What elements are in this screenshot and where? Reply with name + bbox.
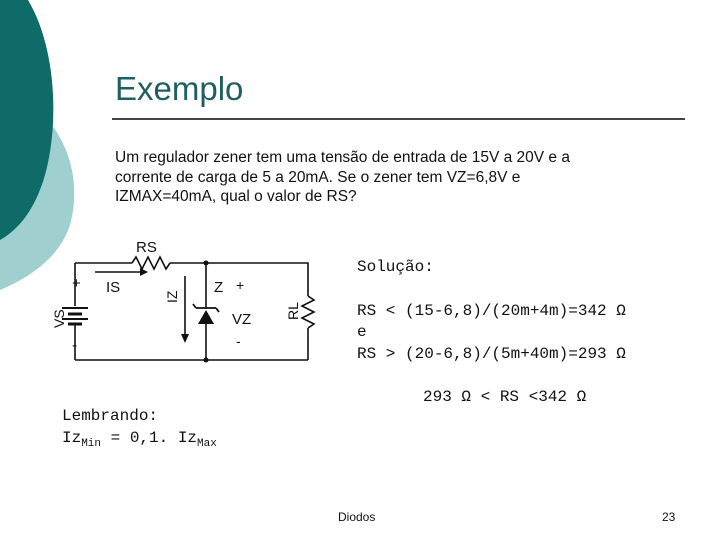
label-iz: IZ: [164, 290, 180, 303]
solution-line-2: e: [357, 323, 367, 341]
reminder-block: [62, 405, 217, 455]
solution-line-3: RS > (20-6,8)/(5m+40m)=293 Ω: [357, 345, 626, 363]
formula-sub-min: Min: [81, 438, 102, 451]
formula-middle: = 0,1. Iz: [101, 429, 198, 447]
label-minus-left: -: [72, 337, 77, 354]
label-rl: RL: [285, 302, 301, 320]
resistor-rl: [302, 296, 314, 328]
problem-statement: [115, 148, 675, 207]
problem-line: corrente de carga de 5 a 20mA. Se o zener tem VZ=6,8V e: [115, 168, 521, 186]
formula-prefix: Iz: [62, 429, 82, 447]
footer-text: Diodos: [338, 510, 376, 524]
problem-line: IZMAX=40mA, qual o valor de RS?: [115, 188, 357, 205]
label-minus-z: -: [236, 333, 241, 349]
reminder-formula: [62, 427, 217, 455]
node-top: [204, 261, 209, 266]
label-z: Z: [214, 279, 224, 296]
label-is: IS: [106, 279, 121, 296]
solution-range: 293 Ω < RS <342 Ω: [423, 388, 587, 406]
label-vz: VZ: [232, 311, 252, 328]
label-rs: RS: [136, 239, 157, 256]
formula-sub-max: Max: [197, 438, 217, 451]
reminder-title: Lembrando:: [62, 407, 159, 425]
is-arrow-head: [140, 268, 148, 276]
label-vs: VS: [51, 309, 67, 328]
node-bottom: [204, 358, 209, 363]
label-plus-z: +: [236, 277, 245, 293]
solution-title: Solução:: [357, 258, 434, 276]
title-divider: [112, 118, 685, 120]
iz-arrow-head: [181, 334, 189, 343]
solution-line-1: RS < (15-6,8)/(20m+4m)=342 Ω: [357, 302, 626, 320]
slide-title: Exemplo: [115, 70, 244, 107]
zener-regulator-circuit: [40, 228, 330, 378]
resistor-rs: [132, 257, 170, 269]
problem-line: Um regulador zener tem uma tensão de entrada de 15V a 20V e a: [115, 149, 570, 166]
page-number: 23: [662, 510, 676, 524]
label-plus-left: +: [72, 275, 81, 292]
